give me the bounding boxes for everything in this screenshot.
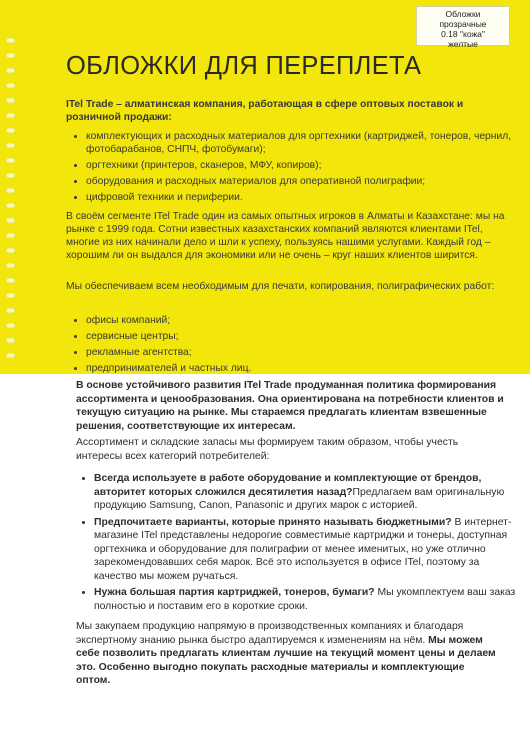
binding-hole <box>6 278 15 283</box>
list-item: • оргтехники (принтеров, сканеров, МФУ, копиров); <box>86 159 530 172</box>
binding-hole <box>6 98 15 103</box>
binding-hole <box>6 158 15 163</box>
binding-hole <box>6 188 15 193</box>
closing-text: Мы закупаем продукцию напрямую в производственных компаниях и благодаря экспертному знанию рынка быстро адаптируемся к изменениям на нём. <box>76 621 464 646</box>
list-item: • комплектующих и расходных материалов для оргтехники (картриджей, тонеров, чернил, фотобарабанов, СНПЧ, фотобумаги); <box>86 130 530 156</box>
binding-hole <box>6 143 15 148</box>
list-item: • рекламные агентства; <box>86 346 486 359</box>
provide-paragraph: Мы обеспечиваем всем необходимым для печати, копирования, полиграфических работ: <box>66 281 495 292</box>
experience-paragraph: В своём сегменте ITel Trade один из самых опытных игроков в Алматы и Казахстане: мы на рынке с 1999 года. Сотни известных казахстанских компаний являются клиентами ITel, многие из них начинали дело и шли к успеху, пользуясь нашими услугами. Каждый год – хорошим ли он выдался для экономики или не очень – круг наших клиентов ширится. <box>66 211 505 261</box>
binding-hole <box>6 233 15 238</box>
closing-bold-text: Мы можем себе позволить предлагать клиентам лучшие на текущий момент цены и делаем это. Особенно выгодно покупать расходные материалы и комплектующие оптом. <box>76 634 496 686</box>
label-line-3: 0.18 "кожа" <box>441 29 485 39</box>
binding-hole <box>6 113 15 118</box>
list-item: • офисы компаний; <box>86 314 486 327</box>
binding-holes <box>6 38 16 368</box>
intro-list <box>50 130 530 207</box>
binding-hole <box>6 308 15 313</box>
binding-hole <box>6 218 15 223</box>
binding-hole <box>6 83 15 88</box>
policy-lead: В основе устойчивого развития ITel Trade продуманная политика формирования ассортимента и ценообразования. Она ориентирована на потребности клиентов и текущую ситуацию на рынке. Мы стараемся предлагать клиентам взвешенные решения, соответствующие их интересам. <box>76 380 504 432</box>
binding-hole <box>6 203 15 208</box>
binding-hole <box>6 38 15 43</box>
option-answer: Предлагаем вам оригинальную продукцию Samsung, Canon, Panasonic и других марок с историей. <box>94 486 505 511</box>
list-item: • цифровой техники и периферии. <box>86 191 530 204</box>
binding-hole <box>6 248 15 253</box>
assortment-paragraph: Ассортимент и складские запасы мы формируем таким образом, чтобы учесть интересы всех категорий потребителей: <box>76 437 459 462</box>
clients-list <box>50 314 486 378</box>
list-item: • оборудования и расходных материалов для оперативной полиграфии; <box>86 175 530 188</box>
company-intro: ITel Trade – алматинская компания, работающая в сфере оптовых поставок и розничной продажи: <box>66 99 464 123</box>
page-title: ОБЛОЖКИ ДЛЯ ПЕРЕПЛЕТА <box>66 52 422 80</box>
label-line-4: желтые <box>448 39 478 49</box>
binding-hole <box>6 293 15 298</box>
label-line-2: прозрачные <box>439 19 487 29</box>
binding-hole <box>6 338 15 343</box>
option-answer: Мы укомплектуем ваш заказ полностью и поставим его в короткие сроки. <box>94 587 516 612</box>
list-item <box>94 586 520 613</box>
binding-hole <box>6 353 15 358</box>
option-question: Нужна большая партия картриджей, тонеров, бумаги? <box>94 587 375 598</box>
closing-paragraph <box>76 620 500 688</box>
list-item <box>94 516 520 584</box>
list-item: • сервисные центры; <box>86 330 486 343</box>
option-question: Всегда используете в работе оборудование и комплектующие от брендов, авторитет которых сложился десятилетия назад? <box>94 473 482 498</box>
binding-hole <box>6 323 15 328</box>
list-item: • предпринимателей и частных лиц. <box>86 362 486 375</box>
binding-hole <box>6 68 15 73</box>
list-item <box>94 472 520 513</box>
product-label-sticker <box>416 6 510 49</box>
binding-hole <box>6 53 15 58</box>
label-line-1: Обложки <box>445 9 481 19</box>
binding-hole <box>6 173 15 178</box>
binding-hole <box>6 128 15 133</box>
binding-hole <box>6 263 15 268</box>
customer-options-list <box>66 472 520 616</box>
option-question: Предпочитаете варианты, которые принято называть бюджетными? <box>94 516 452 528</box>
option-answer: В интернет-магазине ITel представлены недорогие совместимые картриджи и тонеры, доступная оргтехника и оборудование для полиграфии от менее именитых, но уже отлично зарекомендовавших себя марок. Всё это используется в офисе ITel, поэтому за качество мы можем ручаться. <box>94 516 512 582</box>
